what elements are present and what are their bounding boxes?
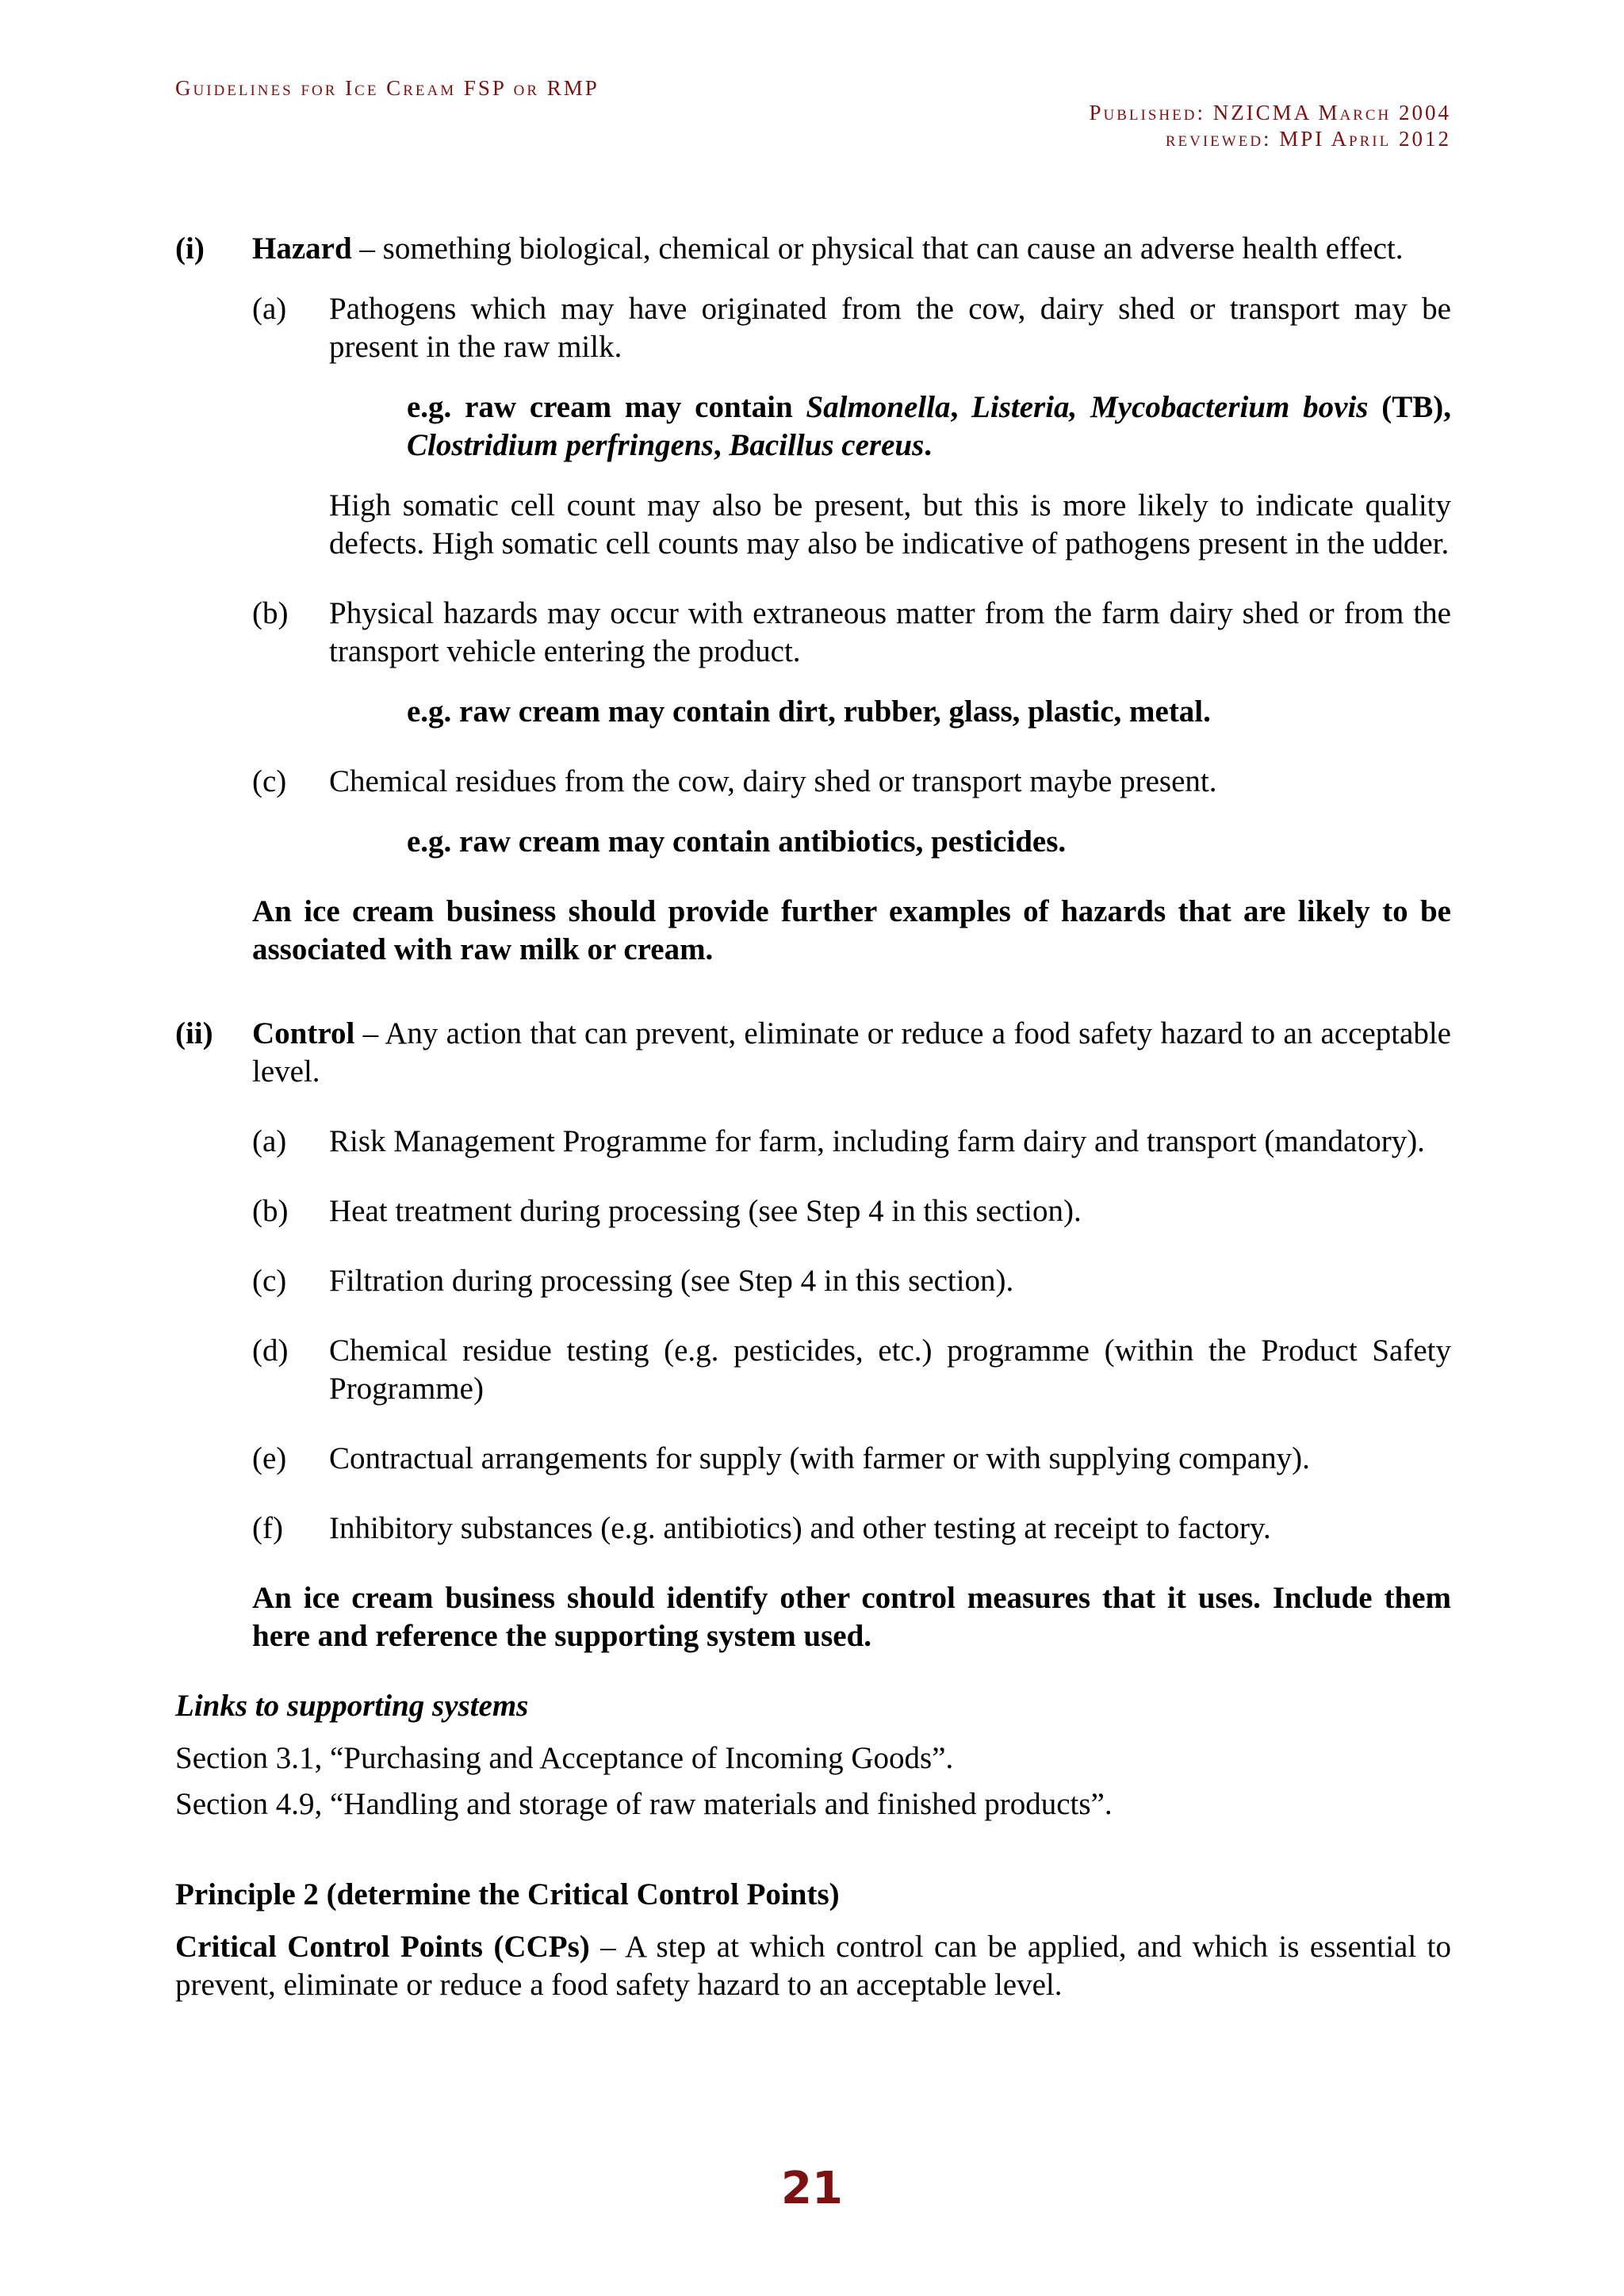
hazard-item-b: (b) Physical hazards may occur with extraneous matter from the farm dairy shed or from the transport vehicle entering the product. <box>252 596 1451 668</box>
page-body <box>175 230 1451 2004</box>
hazard-example-c: e.g. raw cream may contain antibiotics, pesticides. <box>407 825 1067 859</box>
links-heading: Links to supporting systems <box>175 1689 529 1723</box>
hazard-example-b: e.g. raw cream may contain dirt, rubber, glass, plastic, metal. <box>407 695 1211 729</box>
reviewed-line: reviewed: MPI April 2012 <box>1165 127 1451 151</box>
ccp-term: Critical Control Points (CCPs) <box>175 1930 590 1964</box>
hazard-item-c: (c) Chemical residues from the cow, dairy shed or transport maybe present. <box>252 764 1217 798</box>
control-item-c: (c) Filtration during processing (see Step 4 in this section). <box>252 1264 1014 1298</box>
page-number: 21 <box>781 2163 843 2214</box>
control-term: Control <box>252 1016 355 1050</box>
control-item-a: (a) Risk Management Programme for farm, including farm dairy and transport (mandatory). <box>252 1124 1425 1158</box>
hazard-term: Hazard <box>252 232 352 266</box>
published-line: Published: NZICMA March 2004 <box>1089 101 1451 124</box>
hazard-section <box>175 230 1451 268</box>
hazard-note-a: High somatic cell count may also be present, but this is more likely to indicate quality defects. High somatic cell counts may also be indicative of pathogens present in the udder. <box>329 488 1451 561</box>
control-item-e: (e) Contractual arrangements for supply (with farmer or with supplying company). <box>252 1441 1310 1475</box>
ccp-definition: Critical Control Points (CCPs) – A step at which control can be applied, and which is essential to prevent, eliminate or reduce a food safety hazard to an acceptable level. <box>175 1930 1451 2002</box>
hazard-example-a: e.g. raw cream may contain Salmonella, Listeria, Mycobacterium bovis (TB), Clostridium perfringens, Bacillus cereus. <box>407 390 1452 462</box>
hazard-marker: (i) <box>175 232 205 266</box>
control-section <box>175 1015 1451 1091</box>
running-header-title: Guidelines for Ice Cream FSP or RMP <box>175 76 599 100</box>
principle-heading: Principle 2 (determine the Critical Control Points) <box>175 1877 840 1911</box>
control-closing-note: An ice cream business should identify other control measures that it uses. Include them here and reference the supporting system used. <box>252 1581 1451 1653</box>
control-item-b: (b) Heat treatment during processing (see Step 4 in this section). <box>252 1194 1082 1228</box>
hazard-item-a: (a) Pathogens which may have originated from the cow, dairy shed or transport may be present in the raw milk. <box>252 292 1451 364</box>
link-section-3-1: Section 3.1, “Purchasing and Acceptance of Incoming Goods”. <box>175 1741 954 1775</box>
link-section-4-9: Section 4.9, “Handling and storage of raw materials and finished products”. <box>175 1787 1113 1821</box>
control-marker: (ii) <box>175 1016 213 1050</box>
control-item-f: (f) Inhibitory substances (e.g. antibiotics) and other testing at receipt to factory. <box>252 1511 1271 1545</box>
control-item-d: (d) Chemical residue testing (e.g. pesticides, etc.) programme (within the Product Safety Programme) <box>252 1334 1451 1406</box>
running-header-publication <box>1089 100 1451 152</box>
hazard-closing-note: An ice cream business should provide further examples of hazards that are likely to be associated with raw milk or cream. <box>252 894 1451 966</box>
hazard-definition: Hazard – something biological, chemical or physical that can cause an adverse health effect. <box>252 232 1404 266</box>
control-definition: Control – Any action that can prevent, eliminate or reduce a food safety hazard to an acceptable level. <box>252 1016 1451 1089</box>
